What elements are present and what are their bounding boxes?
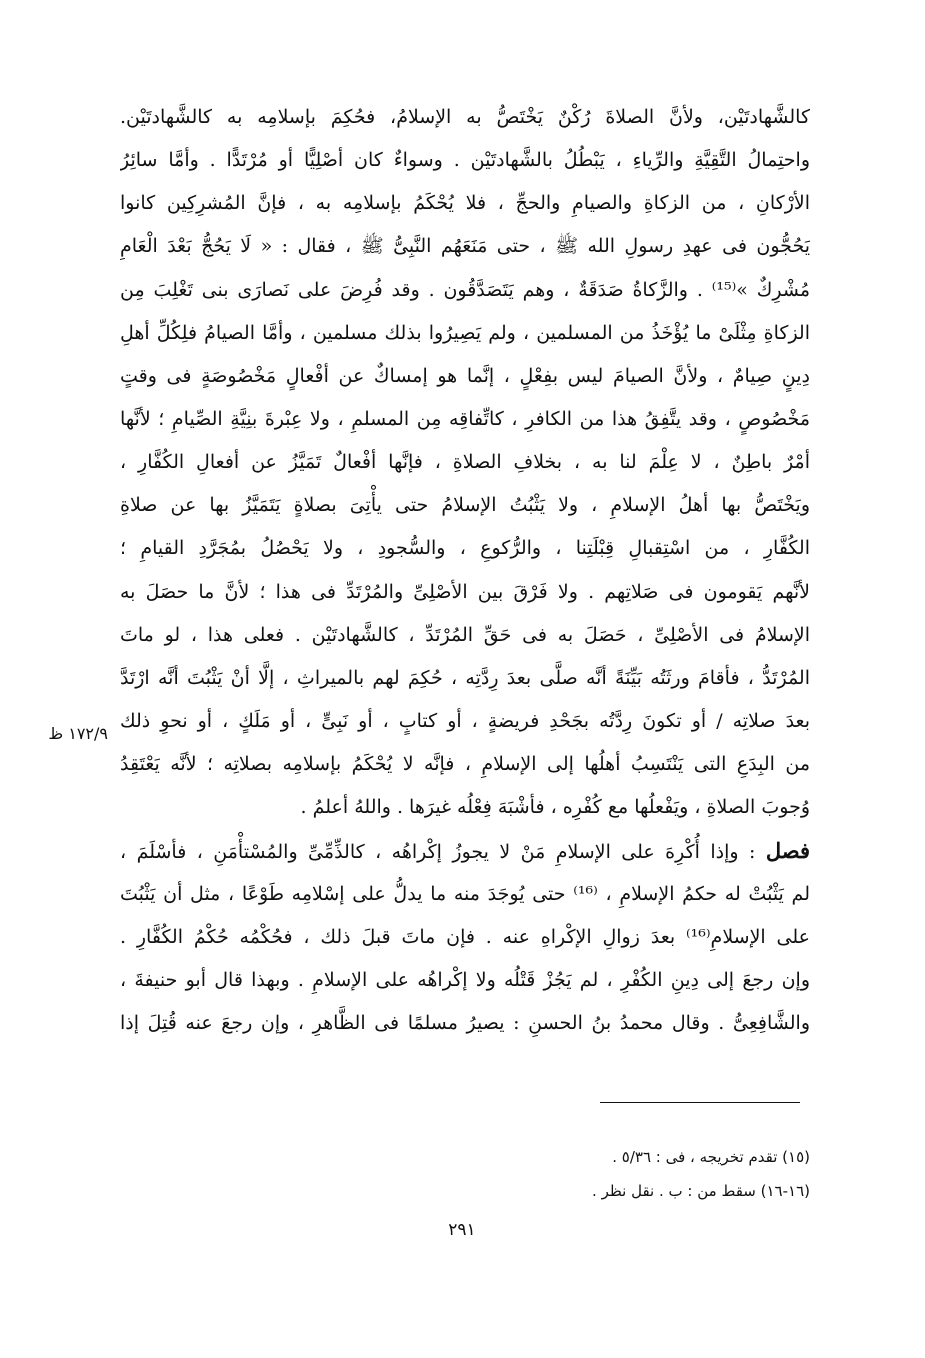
footnote-separator bbox=[600, 1102, 800, 1103]
text-line: أمْرٌ باطِنٌ ، لا عِلْمَ لنا به ، بخلافِ الصلاةِ ، فإنَّها أفْعالٌ تَمَيَّزُ عن أفعالِ الكُفَّارِ ، bbox=[120, 451, 810, 474]
text-line: وُجوبَ الصلاةِ ، ويَفْعلُها مع كُفْرِه ، فأشْبَهَ فِعْلُه غيرَها . واللهُ أعلمُ . bbox=[300, 796, 810, 819]
margin-folio-reference: ١٧٢/٩ ظ bbox=[48, 724, 108, 743]
text-line: واحتِمالُ التَّقِيَّةِ والرِّياءِ ، يَبْطُلُ بالشَّهادتَيْن . وسواءٌ كان أصْلِيًّا أو مُرْتَدًّا . وأمَّا سائِرُ bbox=[120, 149, 810, 172]
text-line: من البِدَعِ التى يَنْتَسِبُ أهلُها إلى الإسلامِ ، فإنَّه لا يُحْكَمُ بإسلامِه بصلاتِه ؛ لأنَّه يَعْتَقِدُ bbox=[120, 753, 810, 776]
footnotes bbox=[120, 1140, 810, 1208]
text-line: يَحُجُّون فى عهدِ رسولِ الله ﷺ ، حتى مَنَعَهُم النَّبِىُّ ﷺ ، فقال : « لَا يَحُجُّ بَعْدَ الْعَامِ bbox=[120, 235, 810, 258]
section-first-line bbox=[120, 829, 810, 872]
text-line: مَخْصُوصٍ ، وقد يتَّفِقُ هذا من الكافرِ ، كاتِّفاقِه مِن المسلمِ ، ولا عِبْرةَ بنِيَّةِ الصِّيامِ ؛ لأنَّها bbox=[120, 407, 810, 430]
section-line: والشَّافِعِىُّ . وقال محمدُ بنُ الحسنِ : يصيرُ مسلمًا فى الظَّاهرِ ، وإن رجعَ عنه قُتِلَ إذا bbox=[120, 1011, 810, 1034]
section-line: وإن رجعَ إلى دِينِ الكُفْرِ ، لم يَجُزْ قَتْلُه ولا إكْراهُه على الإسلامِ . وبهذا قال أبو حنيفةَ ، bbox=[120, 968, 810, 991]
text-line: الكُفَّارِ ، من اسْتِقبالِ قِبْلَتِنا ، والرُّكوعِ ، والسُّجودِ ، ولا يَحْصُلُ بمُجَرَّدِ القيامِ ؛ bbox=[120, 537, 810, 560]
text-line: الزكاةِ مِثْلَىْ ما يُؤْخَذُ من المسلمين ، ولم يَصِيرُوا بذلك مسلمين ، وأمَّا الصيامُ فلِكُلِّ أهلِ bbox=[120, 321, 810, 344]
main-text bbox=[120, 96, 810, 1045]
section-line: لم يَثْبُتْ له حكمُ الإسلامِ ، ⁽¹⁶⁾ حتى يُوجَدَ منه ما يدلُّ على إسْلامِه طَوْعًا ، مثل أن يَثْبُتَ bbox=[120, 882, 810, 905]
section-line: على الإسلامِ⁽¹⁶⁾ بعدَ زوالِ الإكْراهِ عنه . فإن ماتَ قبلَ ذلك ، فحُكْمُه حُكْمُ الكُفَّارِ . bbox=[120, 925, 810, 948]
text-line: ويَخْتَصُّ بها أهلُ الإسلامِ ، ولا يَثْبُتُ الإسلامُ حتى يأْتِىَ بصلاةٍ يَتَمَيَّزُ بها عن صلاةِ bbox=[120, 494, 810, 517]
text-line: دِينٍ صِيامٌ ، ولأنَّ الصيامَ ليس بفِعْلٍ ، إنَّما هو إمساكٌ عن أفْعالٍ مَخْصُوصَةٍ فى وقتٍ bbox=[120, 364, 810, 387]
text-line: مُشْرِكٌ »⁽¹⁵⁾ . والزَّكاةُ صَدَقَةٌ ، وهم يَتَصَدَّقُون . وقد فُرِضَ على نَصارَى بنى تَغْلِبَ مِن bbox=[120, 278, 810, 301]
text-line: بعدَ صلاتِه / أو تكونَ رِدَّتُه بجَحْدِ فريضةٍ ، أو كتابٍ ، أو نَبِىٍّ ، أو مَلَكٍ ، أو نحوِ ذلك bbox=[120, 709, 810, 732]
text-line: لأنَّهم يَقومون فى صَلاتِهم . ولا فَرْقَ بين الأصْلِىِّ والمُرْتَدِّ فى هذا ؛ لأنَّ ما حصَلَ به bbox=[120, 580, 810, 603]
section-line-text: : وإذا أُكْرِهَ على الإسلامِ مَنْ لا يجوزُ إكْراهُه ، كالذِّمِّىِّ والمُسْتأْمَنِ ، فأسْلَمَ ، bbox=[120, 841, 756, 864]
text-line: الأرْكانِ ، من الزكاةِ والصيامِ والحجِّ ، فلا يُحْكَمُ بإسلامِه به ، فإنَّ المُشرِكِين كانوا bbox=[120, 192, 810, 215]
footnote: (١٥) تقدم تخريجه ، فى : ٥/٣٦ . bbox=[612, 1148, 810, 1166]
text-line: المُرْتَدُّ ، فأقامَ ورثَتُه بَيِّنَةً أنَّه صلَّى بعدَ رِدَّتِه ، حُكِمَ لهم بالميراثِ ، إلَّا أنْ يَثْبُتَ أنَّه ارْتَدَّ bbox=[120, 666, 810, 689]
footnote: (١٦-١٦) سقط من : ب . نقل نظر . bbox=[592, 1182, 810, 1200]
text-line: كالشَّهادتَيْن، ولأنَّ الصلاةَ رُكْنٌ يَخْتَصُّ به الإسلامُ، فحُكِمَ بإسلامِه به كالشَّهادتَيْن. bbox=[120, 106, 810, 128]
text-line: الإسلامُ فى الأصْلِىِّ ، حَصَلَ به فى حَقِّ المُرْتَدِّ ، كالشَّهادتَيْن . فعلى هذا ، لو ماتَ bbox=[120, 623, 810, 646]
section-heading: فصل bbox=[765, 838, 810, 864]
page-number: ٢٩١ bbox=[448, 1220, 476, 1240]
